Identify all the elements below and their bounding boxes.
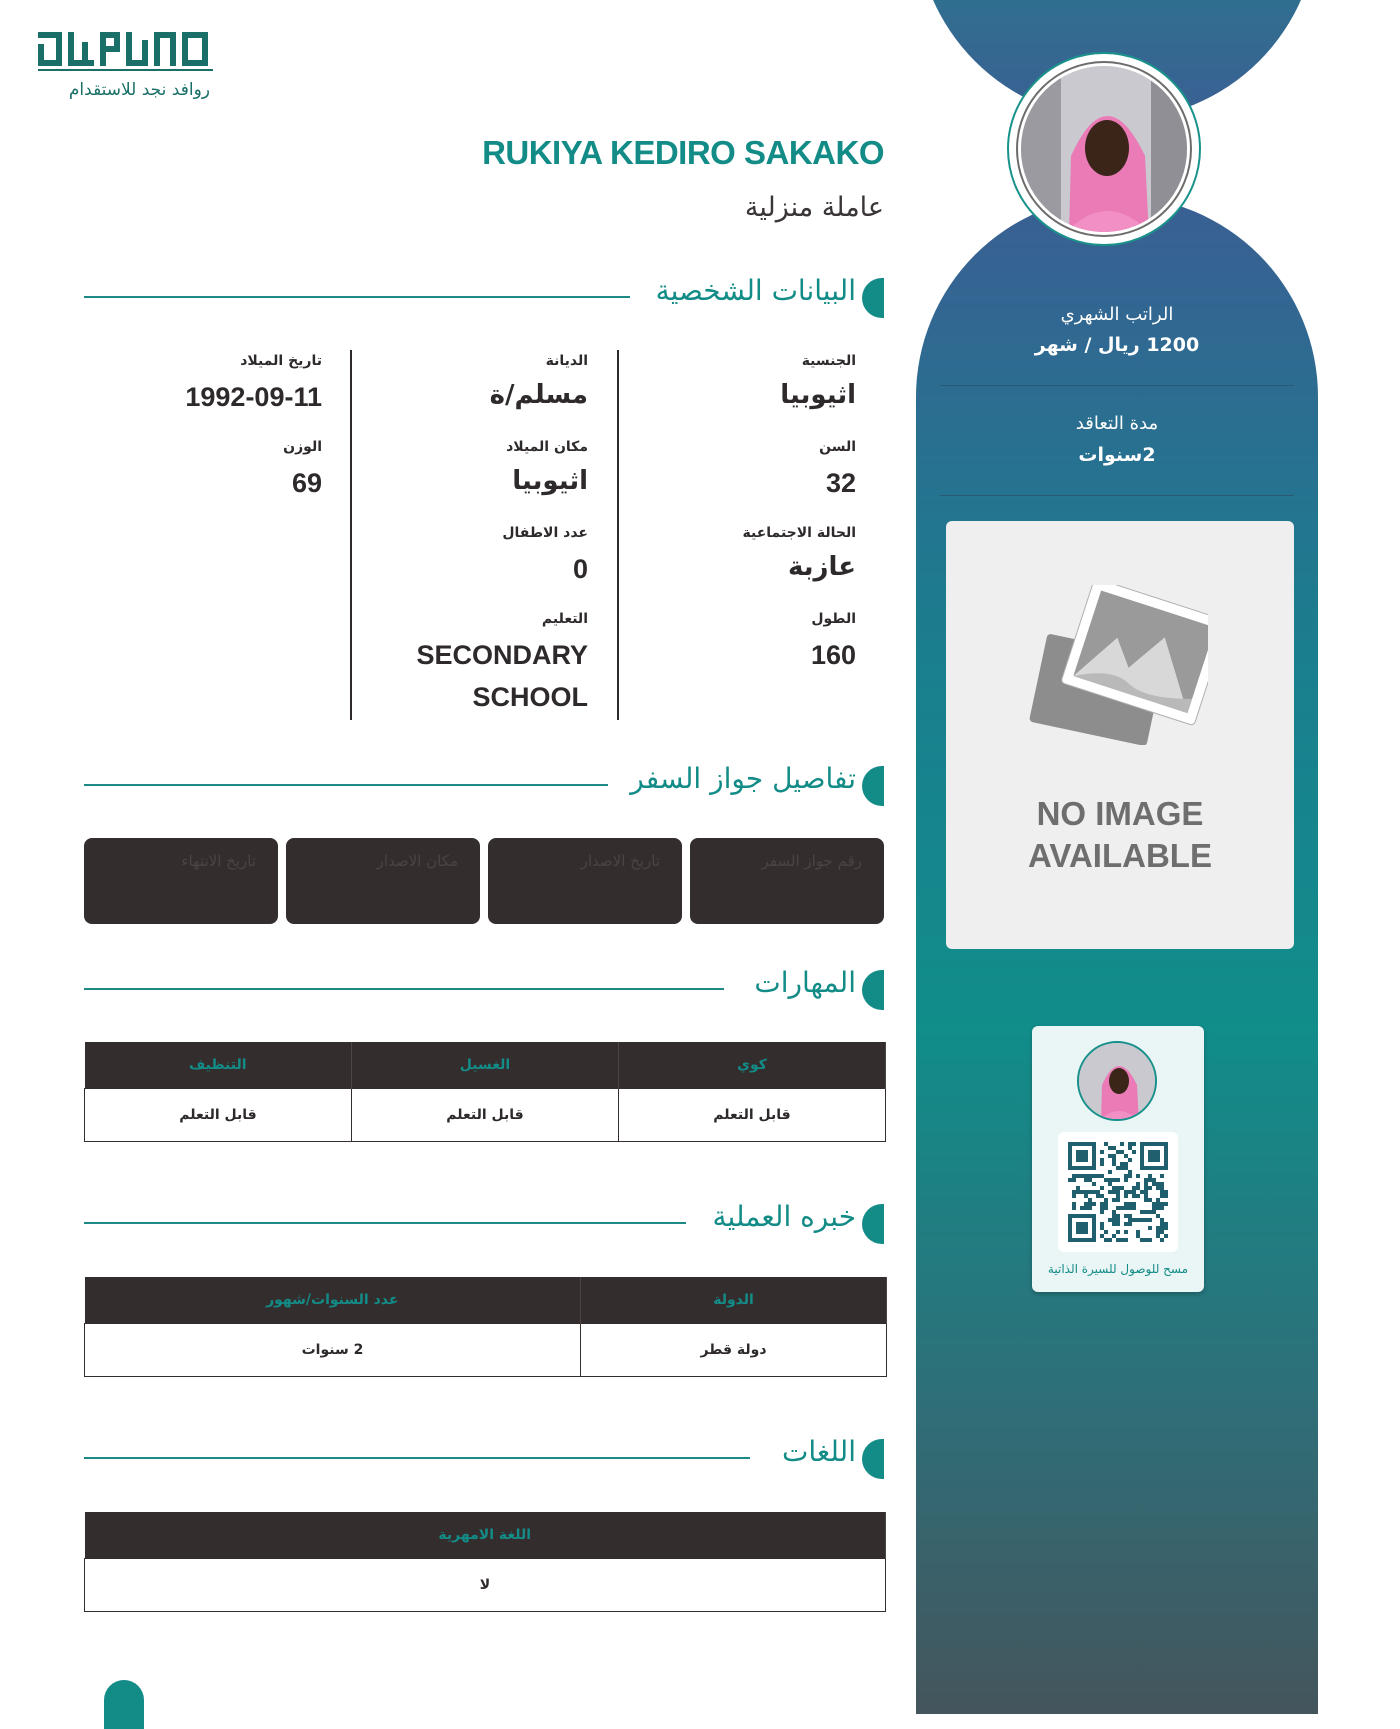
children-value: 0 <box>572 554 588 584</box>
children-label: عدد الاطفال <box>502 525 588 541</box>
passport-issue-place-label: مكان الاصدار <box>376 852 458 870</box>
section-tab-icon <box>862 970 884 1010</box>
skill-cleaning-header: التنظيف <box>85 1042 352 1088</box>
section-title: المهارات <box>754 966 856 999</box>
languages-table <box>84 1512 886 1612</box>
section-tab-icon <box>862 1204 884 1244</box>
section-header-experience <box>84 1200 884 1246</box>
no-image-text <box>946 793 1294 877</box>
section-divider <box>84 784 608 786</box>
passport-issue-date-box <box>488 838 682 924</box>
table-header-row <box>85 1042 886 1088</box>
education-value-line2: SCHOOL <box>472 682 588 712</box>
brand-logo-icon <box>38 30 213 72</box>
sidebar-divider <box>940 495 1294 496</box>
marital-status-value: عازبة <box>787 552 856 582</box>
qr-card-avatar <box>1077 1041 1157 1121</box>
qr-card[interactable] <box>1032 1026 1204 1292</box>
religion-value: مسلم/ة <box>489 380 588 410</box>
logo-tagline: روافد نجد للاستقدام <box>68 80 210 100</box>
worker-name: RUKIYA KEDIRO SAKAKO <box>482 134 884 171</box>
birth-place-value: اثيوبيا <box>512 466 588 496</box>
column-divider <box>350 350 352 720</box>
skill-washing-value: قابل التعلم <box>352 1088 619 1141</box>
amharic-value: لا <box>85 1558 886 1611</box>
education-value-line1: SECONDARY <box>416 640 588 670</box>
nationality-value: اثيوبيا <box>780 380 856 410</box>
salary-label: الراتب الشهري <box>1060 304 1174 325</box>
worker-photo-icon <box>1021 66 1190 235</box>
table-header-row <box>85 1277 887 1323</box>
age-label: السن <box>819 439 856 455</box>
no-image-line2: AVAILABLE <box>1028 837 1212 874</box>
section-header-passport <box>84 762 884 808</box>
table-header-row <box>85 1512 886 1558</box>
no-image-placeholder <box>946 521 1294 949</box>
worker-thumbnail-icon <box>1079 1043 1157 1121</box>
passport-issue-place-box <box>286 838 480 924</box>
section-title: اللغات <box>782 1435 856 1468</box>
skill-cleaning-value: قابل التعلم <box>85 1088 352 1141</box>
section-tab-icon <box>862 278 884 318</box>
section-header-skills <box>84 966 884 1012</box>
section-tab-icon <box>862 1439 884 1479</box>
nationality-label: الجنسية <box>801 353 856 369</box>
section-header-personal <box>84 274 884 320</box>
birth-date-label: تاريخ الميلاد <box>240 353 322 369</box>
education-label: التعليم <box>541 611 588 627</box>
skill-washing-header: الغسيل <box>352 1042 619 1088</box>
years-value: 2 سنوات <box>85 1323 581 1376</box>
section-title: البيانات الشخصية <box>655 274 856 307</box>
section-title: خبره العملية <box>712 1200 856 1233</box>
passport-number-label: رقم جواز السفر <box>761 852 862 870</box>
section-header-languages <box>84 1435 884 1481</box>
weight-label: الوزن <box>283 439 322 455</box>
passport-expiry-label: تاريخ الانتهاء <box>181 852 256 870</box>
experience-table <box>84 1277 887 1377</box>
skill-ironing-value: قابل التعلم <box>619 1088 886 1141</box>
religion-label: الديانة <box>545 353 588 369</box>
contract-duration-label: مدة التعاقد <box>1075 413 1159 434</box>
avatar <box>1018 63 1190 235</box>
country-value: دولة قطر <box>581 1323 887 1376</box>
weight-value: 69 <box>291 468 322 498</box>
table-row <box>85 1323 887 1376</box>
contract-duration-value: 2سنوات <box>1078 444 1156 466</box>
passport-expiry-box <box>84 838 278 924</box>
passport-issue-date-label: تاريخ الاصدار <box>580 852 660 870</box>
amharic-header: اللغة الامهرية <box>85 1512 886 1558</box>
picture-placeholder-icon <box>1028 585 1208 745</box>
qr-code-box[interactable] <box>1058 1132 1178 1252</box>
height-label: الطول <box>811 611 856 627</box>
section-divider <box>84 1457 750 1459</box>
table-row <box>85 1088 886 1141</box>
qr-code-icon <box>1068 1142 1168 1242</box>
qr-caption: مسح للوصول للسيرة الذاتية <box>1047 1262 1189 1276</box>
section-divider <box>84 296 630 298</box>
table-row <box>85 1558 886 1611</box>
section-title: تفاصيل جواز السفر <box>630 762 856 795</box>
section-tab-icon <box>862 766 884 806</box>
job-title: عاملة منزلية <box>744 192 884 223</box>
bottom-decoration-tab <box>104 1680 144 1729</box>
no-image-line1: NO IMAGE <box>1036 795 1204 832</box>
age-value: 32 <box>825 468 856 498</box>
birth-date-value: 1992-09-11 <box>185 382 322 412</box>
salary-value: 1200 ريال / شهر <box>1034 334 1200 356</box>
height-value: 160 <box>810 640 856 670</box>
company-logo <box>38 30 218 110</box>
sidebar-divider <box>940 385 1294 386</box>
marital-status-label: الحالة الاجتماعية <box>742 525 856 541</box>
passport-number-box <box>690 838 884 924</box>
column-divider <box>617 350 619 720</box>
section-divider <box>84 988 724 990</box>
section-divider <box>84 1222 686 1224</box>
skill-ironing-header: كوي <box>619 1042 886 1088</box>
birth-place-label: مكان الميلاد <box>506 439 588 455</box>
country-header: الدولة <box>581 1277 887 1323</box>
skills-table <box>84 1042 886 1142</box>
years-header: عدد السنوات/شهور <box>85 1277 581 1323</box>
